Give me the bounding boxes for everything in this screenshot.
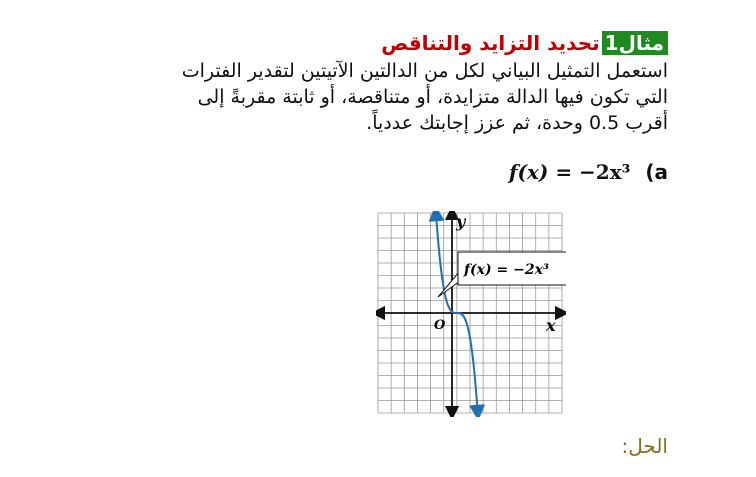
part-a-label: (a <box>645 160 668 184</box>
example-badge: مثال1 <box>602 31 668 55</box>
part-a-equation <box>509 160 668 184</box>
example-instructions <box>68 58 668 136</box>
instruction-line-2: التي تكون فيها الدالة متزايدة، أو متناقصة، أو ثابتة مقربةً إلى <box>197 86 668 108</box>
example-title: تحديد التزايد والتناقص <box>381 31 600 55</box>
y-axis-label: y <box>456 212 466 231</box>
function-graph <box>376 211 566 417</box>
equation-rhs: = −2x³ <box>555 160 631 184</box>
instruction-line-3: أقرب 0.5 وحدة، ثم عزز إجابتك عددياً. <box>366 112 668 134</box>
origin-label: O <box>434 318 446 333</box>
equation-lhs: f(x) <box>508 160 549 184</box>
callout-label: f(x) = −2x³ <box>464 262 550 278</box>
example-title-line <box>68 28 668 58</box>
instruction-line-1: استعمل التمثيل البياني لكل من الدالتين الآتيتين لتقدير الفترات <box>181 60 668 82</box>
x-axis-label: x <box>546 316 556 335</box>
solution-label: الحل: <box>621 434 668 458</box>
example-block <box>68 28 668 136</box>
